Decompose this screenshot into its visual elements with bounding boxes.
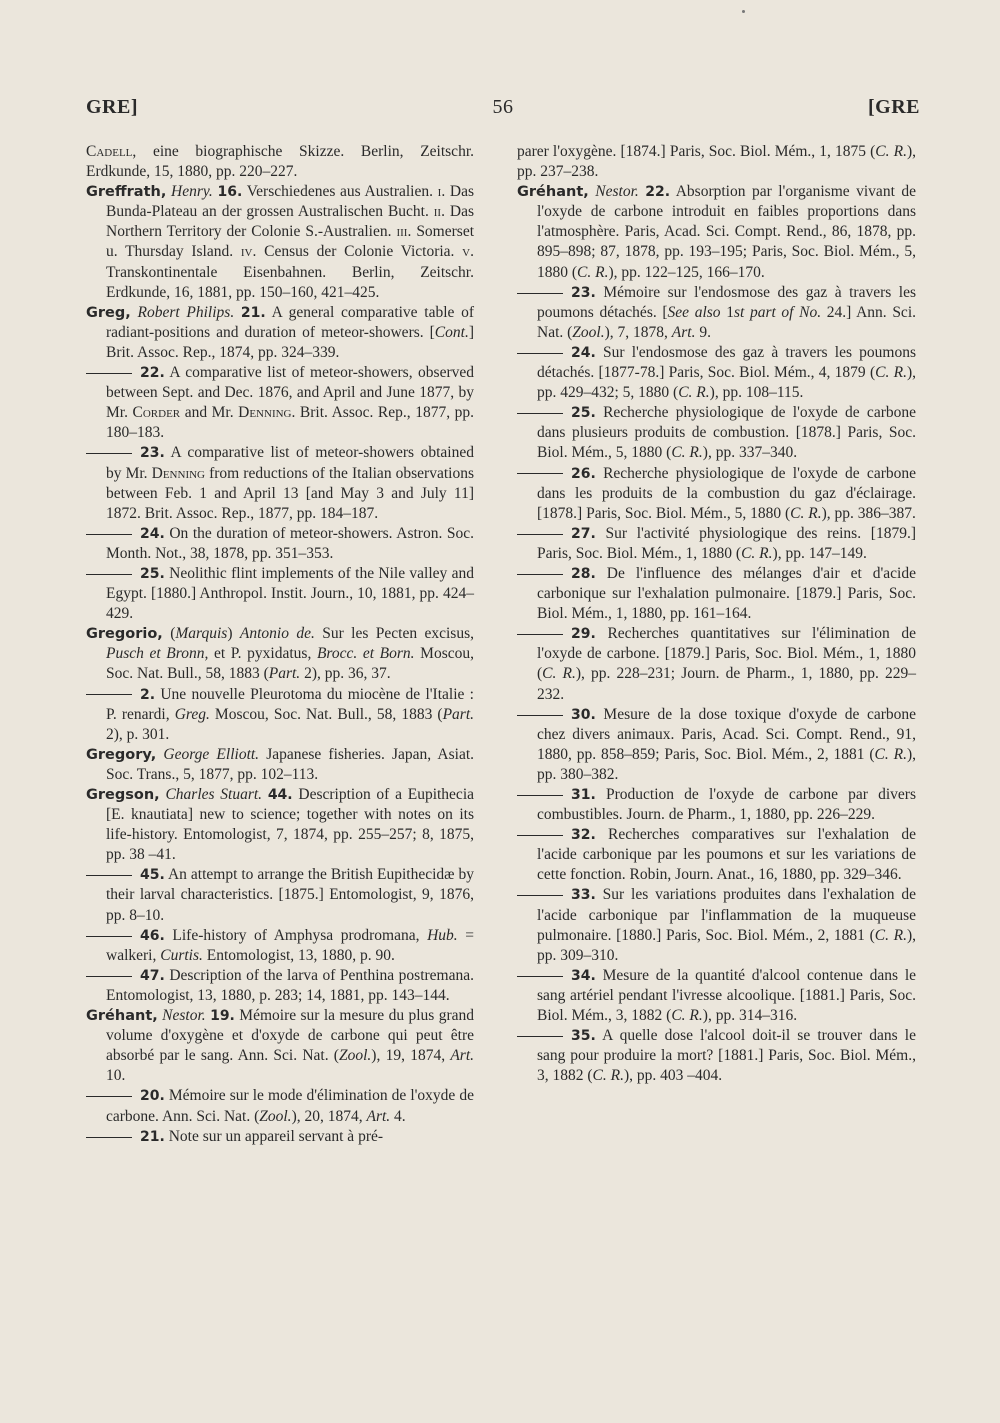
- entry-text: Recherches comparatives sur l'exhalation de l'acide carbonique par les poumons et sur les variations de cette fonction. Robin, Journ. Anat., 16, 1880, pp. 329–346.: [537, 826, 916, 884]
- bibliography-entry: [517, 966, 916, 1026]
- entry-text: A comparative list of meteor-showers obtained by Mr.: [106, 444, 474, 482]
- bibliography-entry: [517, 182, 916, 282]
- entry-text: . Brit. Assoc. Rep., 1877, pp. 180–183.: [106, 404, 474, 442]
- bibliography-entry: [517, 464, 916, 524]
- entry-text: On the duration of meteor-showers. Astron. Soc. Month. Not., 38, 1878, pp. 351–353.: [106, 524, 474, 562]
- entry-text: A quelle dose l'alcool doit-il se trouver dans le sang pour produire la mort? [1881.] Paris, Soc. Biol. Mém., 3, 1882 (: [537, 1027, 916, 1085]
- author-heading: Greffrath,: [86, 184, 167, 201]
- small-caps-text: Denning: [151, 464, 205, 482]
- ditto-dash: [86, 373, 132, 374]
- italic-text: C. R.: [592, 1067, 624, 1085]
- bibliography-entry: [86, 1127, 474, 1147]
- ditto-dash: [517, 634, 563, 635]
- ditto-dash: [517, 976, 563, 977]
- entry-text: Sur l'endosmose des gaz à travers les poumons détachés. [1877-78.] Paris, Soc. Biol. Mém., 4, 1879 (: [537, 343, 916, 382]
- entry-text: ), pp. 403 –404.: [623, 1067, 723, 1085]
- entry-number: 20.: [140, 1088, 165, 1105]
- entry-text: ), 19, 1874,: [371, 1047, 451, 1065]
- italic-text: Curtis.: [160, 946, 203, 964]
- entry-number: 21.: [240, 304, 266, 321]
- ditto-dash: [517, 413, 563, 414]
- italic-text: Antonio de.: [239, 625, 315, 643]
- small-caps-text: iv.: [240, 243, 257, 261]
- entry-number: 26.: [571, 465, 596, 482]
- small-caps-text: Cadell: [86, 143, 133, 160]
- entry-text: and Mr.: [180, 404, 239, 422]
- italic-text: George Elliott.: [163, 745, 260, 763]
- entry-number: 23.: [571, 284, 596, 301]
- italic-text: C. R.: [790, 504, 822, 522]
- entry-number: 46.: [140, 927, 165, 944]
- entry-text: Verschiedenes aus Australien.: [242, 183, 438, 201]
- entry-text: Mémoire sur le mode d'élimination de l'oxyde de carbone. Ann. Sci. Nat. (: [106, 1087, 474, 1125]
- bibliography-entry: [86, 142, 474, 182]
- italic-text: See also: [667, 303, 721, 321]
- entry-text: Sur l'activité physiologique des reins. [1879.] Paris, Soc. Biol. Mém., 1, 1880 (: [537, 524, 916, 562]
- entry-number: 24.: [571, 344, 596, 361]
- entry-text: Recherche physiologique de l'oxyde de carbone dans plusieurs produits de combustion. [1878.] Paris, Soc. Biol. Mém., 5, 1880 (: [537, 404, 916, 462]
- entry-number: 35.: [571, 1028, 596, 1045]
- italic-text: C. R.: [577, 263, 609, 281]
- ditto-dash: [86, 936, 132, 937]
- entry-text: [131, 304, 138, 321]
- ditto-dash: [517, 293, 563, 294]
- right-column: [517, 142, 916, 1086]
- entry-text: ), pp. 108–115.: [709, 384, 804, 402]
- ditto-dash: [86, 574, 132, 575]
- italic-text: Brocc. et Born.: [316, 645, 415, 663]
- ditto-dash: [517, 795, 563, 796]
- entry-text: [234, 304, 241, 321]
- entry-number: 19.: [210, 1008, 235, 1025]
- author-heading: Gregory,: [86, 746, 157, 763]
- entry-text: Une nouvelle Pleurotoma du miocène de l'Italie : P. renardi,: [106, 685, 474, 723]
- entry-text: 9.: [695, 323, 711, 341]
- bibliography-entry: [86, 785, 474, 865]
- italic-text: Zool.: [338, 1047, 372, 1065]
- running-header: [86, 96, 920, 126]
- entry-text: 24.] Ann. Sci. Nat. (: [537, 303, 916, 341]
- italic-text: Marquis: [175, 625, 228, 643]
- entry-number: 24.: [140, 525, 165, 542]
- bibliography-entry: [86, 182, 474, 303]
- small-caps-text: ii.: [433, 203, 445, 221]
- entry-text: A comparative list of meteor-showers, observed between Sept. and Dec. 1876, and April and June 1877, by Mr.: [106, 364, 474, 422]
- entry-text: ), 7, 1878,: [604, 323, 672, 341]
- entry-text: parer l'oxygène. [1874.] Paris, Soc. Biol. Mém., 1, 1875 (: [517, 143, 876, 160]
- entry-number: 25.: [571, 405, 596, 422]
- bibliography-entry: [86, 564, 474, 624]
- entry-number: 31.: [571, 787, 596, 803]
- entry-text: ), pp. 380–382.: [537, 745, 916, 783]
- ditto-dash: [86, 453, 132, 454]
- entry-text: A general comparative table of radiant-positions and duration of meteor-showers. [: [106, 303, 475, 341]
- italic-text: Nestor.: [162, 1007, 206, 1025]
- entry-text: An attempt to arrange the British Eupithecidæ by their larval characteristics. [1875.] Entomologist, 9, 1876, pp. 8–10.: [106, 866, 474, 924]
- entry-number: 33.: [571, 887, 596, 904]
- ditto-dash: [517, 473, 563, 474]
- entry-number: 25.: [140, 565, 165, 582]
- italic-text: C. R.: [542, 665, 576, 683]
- bibliography-entry: [517, 624, 916, 704]
- entry-text: 10.: [106, 1067, 126, 1085]
- entry-text: Production de l'oxyde de carbone par divers combustibles. Journ. de Pharm., 1, 1880, pp. 226–229.: [537, 786, 916, 824]
- entry-text: Life-history of Amphysa prodromana,: [164, 926, 428, 944]
- bibliography-entry: [517, 564, 916, 624]
- entry-text: ): [227, 625, 240, 643]
- italic-text: Pusch et Bronn,: [106, 645, 209, 663]
- entry-text: Sur les Pecten excisus,: [314, 625, 474, 643]
- header-left-term: GRE]: [86, 96, 138, 118]
- bibliography-entry: [517, 283, 916, 343]
- entry-number: 45.: [140, 867, 165, 884]
- italic-text: Cont.: [434, 323, 469, 341]
- italic-text: C. R.: [874, 926, 907, 944]
- bibliography-entry: [517, 1026, 916, 1086]
- entry-text: 4.: [390, 1107, 406, 1125]
- bibliography-entry: [517, 705, 916, 785]
- entry-number: 32.: [571, 827, 596, 844]
- entry-text: ), pp. 429–432; 5, 1880 (: [537, 364, 916, 402]
- entry-number: 34.: [571, 967, 596, 984]
- ditto-dash: [517, 835, 563, 836]
- entry-number: 29.: [571, 626, 596, 643]
- small-caps-text: i.: [437, 183, 446, 201]
- entry-text: = walkeri,: [106, 926, 474, 964]
- italic-text: Part.: [268, 665, 301, 683]
- entry-text: , eine biographische Skizze. Berlin, Zeitschr. Erdkunde, 15, 1880, pp. 220–227.: [86, 143, 474, 181]
- entry-text: De l'influence des mélanges d'air et d'acide carbonique sur l'exhalation pulmonaire. [1879.] Paris, Soc. Biol. Mém., 1, 1880, pp. 161–164.: [537, 564, 916, 623]
- entry-number: 16.: [217, 184, 243, 201]
- ditto-dash: [517, 715, 563, 716]
- entry-text: Mémoire sur l'endosmose des gaz à travers les poumons détachés. [: [537, 283, 916, 321]
- ditto-dash: [86, 976, 132, 977]
- bibliography-entry: [86, 685, 474, 745]
- ditto-dash: [86, 534, 132, 535]
- entry-text: Entomologist, 13, 1880, p. 90.: [202, 946, 395, 964]
- bibliography-entry: [86, 865, 474, 925]
- entry-text: Mesure de la dose toxique d'oxyde de carbone chez divers animaux. Paris, Acad. Sci. Compt. Rend., 91, 1880, pp. 858–859; Paris, Soc. Biol. Mém., 2, 1881 (: [537, 705, 916, 763]
- italic-text: st part of No.: [733, 303, 822, 321]
- author-heading: Gregson,: [86, 787, 160, 803]
- entry-number: 27.: [571, 525, 596, 542]
- ditto-dash: [517, 534, 563, 535]
- entry-text: ] Brit. Assoc. Rep., 1874, pp. 324–339.: [106, 323, 474, 361]
- bibliography-entry: [86, 1006, 474, 1086]
- entry-text: ), pp. 386–387.: [821, 504, 916, 522]
- bibliography-entry: [517, 524, 916, 564]
- entry-text: Description of the larva of Penthina postremana. Entomologist, 13, 1880, p. 283; 14, 1881, pp. 143–144.: [106, 966, 474, 1004]
- bibliography-entry: [517, 403, 916, 463]
- entry-number: 23.: [140, 445, 165, 462]
- left-column: [86, 142, 474, 1147]
- bibliography-entry: [86, 624, 474, 684]
- italic-text: C. R.: [875, 143, 907, 160]
- page-number: 56: [492, 96, 514, 118]
- entry-text: Somerset u. Thursday Island.: [106, 223, 475, 261]
- small-caps-text: v.: [462, 243, 474, 261]
- entry-text: Japanese fisheries. Japan, Asiat. Soc. Trans., 5, 1877, pp. 102–113.: [106, 745, 475, 783]
- ditto-dash: [517, 353, 563, 354]
- entry-text: ), 20, 1874,: [291, 1107, 367, 1125]
- entry-text: ), pp. 337–340.: [702, 444, 798, 462]
- bibliography-entry: [517, 142, 916, 182]
- italic-text: Part.: [442, 705, 475, 723]
- bibliography-entry: [517, 825, 916, 885]
- entry-text: ), pp. 237–238.: [517, 143, 916, 181]
- entry-text: Mémoire sur la mesure du plus grand volume d'oxygène et d'oxyde de carbone qui peut être absorbé par le sang. Ann. Sci. Nat. (: [106, 1007, 475, 1065]
- entry-text: Note sur un appareil servant à pré-: [164, 1127, 384, 1145]
- entry-text: Description of a Eupithecia [E. knautiata] new to science; together with notes on its life-history. Entomologist, 7, 1874, pp. 255–257; 8, 1875, pp. 38 –41.: [106, 786, 474, 864]
- entry-text: Neolithic flint implements of the Nile valley and Egypt. [1880.] Anthropol. Instit. Journ., 10, 1881, pp. 424–429.: [106, 564, 474, 623]
- entry-text: Mesure de la quantité d'alcool contenue dans le sang artériel pendant l'ivresse alcoolique. [1881.] Paris, Soc. Biol. Mém., 3, 1882 (: [537, 966, 916, 1025]
- ditto-dash: [86, 875, 132, 876]
- bibliography-entry: [517, 343, 916, 403]
- entry-text: ), pp. 122–125, 166–170.: [608, 263, 765, 281]
- entry-text: 2), p. 301.: [106, 725, 170, 743]
- entry-text: ), pp. 147–149.: [772, 544, 867, 562]
- entry-text: 1: [720, 303, 734, 321]
- entry-text: ), pp. 314–316.: [702, 1007, 798, 1025]
- bibliography-entry: [517, 885, 916, 965]
- italic-text: C. R.: [875, 364, 907, 382]
- entry-text: Moscou, Soc. Nat. Bull., 58, 1883 (: [106, 645, 474, 683]
- entry-text: Recherche physiologique de l'oxyde de carbone dans les produits de la combustion du gaz d'éclairage. [1878.] Paris, Soc. Biol. Mém., 5, 1880 (: [537, 464, 916, 522]
- entry-text: et P. pyxidatus,: [208, 645, 317, 663]
- italic-text: Charles Stuart.: [165, 786, 263, 803]
- author-heading: Gréhant,: [517, 184, 589, 201]
- entry-number: 44.: [267, 787, 293, 803]
- entry-text: Absorption par l'organisme vivant de l'oxyde de carbone introduit en faibles proportions dans l'atmosphère. Paris, Acad. Sci. Compt. Rend., 86, 1878, pp. 895–898; 87, 1878, pp. 193–195; Paris, Soc. Biol. Mém., 5, 1880 (: [537, 183, 916, 281]
- bibliography-entry: [86, 443, 474, 523]
- entry-number: 21.: [140, 1128, 165, 1145]
- italic-text: C. R.: [874, 745, 907, 763]
- italic-text: Art.: [366, 1107, 391, 1125]
- ditto-dash: [86, 1096, 132, 1097]
- entry-text: 2), pp. 36, 37.: [300, 665, 391, 683]
- ditto-dash: [517, 1036, 563, 1037]
- entry-number: 28.: [571, 565, 596, 582]
- bibliography-entry: [86, 926, 474, 966]
- italic-text: Henry.: [171, 183, 213, 201]
- ditto-dash: [86, 694, 132, 695]
- entry-number: 2.: [140, 686, 156, 703]
- italic-text: Art.: [450, 1047, 474, 1065]
- small-caps-text: Corder: [132, 404, 181, 422]
- italic-text: C. R.: [671, 444, 703, 462]
- entry-text: ), pp. 309–310.: [537, 926, 916, 964]
- entry-text: Transkontinentale Eisenbahnen. Berlin, Zeitschr. Erdkunde, 16, 1881, pp. 150–160, 421–425.: [106, 263, 474, 301]
- italic-text: C. R.: [671, 1007, 703, 1025]
- bibliography-entry: [86, 966, 474, 1006]
- entry-text: (: [162, 625, 176, 643]
- entry-number: 22.: [645, 184, 671, 201]
- italic-text: Greg.: [174, 705, 210, 723]
- ditto-dash: [86, 1137, 132, 1138]
- italic-text: C. R.: [741, 544, 773, 562]
- italic-text: Art.: [671, 323, 696, 341]
- small-caps-text: Denning: [238, 404, 292, 422]
- entry-text: ), pp. 228–231; Journ. de Pharm., 1, 1880, pp. 229–232.: [537, 665, 916, 703]
- entry-text: Sur les variations produites dans l'exhalation de l'acide carbonique par l'inflammation de la muqueuse pulmonaire. [1880.] Paris, Soc. Biol. Mém., 2, 1881 (: [537, 886, 916, 944]
- header-right-term: [GRE: [868, 96, 920, 118]
- entry-text: Moscou, Soc. Nat. Bull., 58, 1883 (: [209, 705, 443, 723]
- italic-text: Zool.: [259, 1107, 292, 1125]
- italic-text: Robert Philips.: [137, 303, 235, 321]
- italic-text: Nestor.: [595, 183, 639, 201]
- entry-number: 30.: [571, 706, 596, 723]
- bibliography-entry: [86, 745, 474, 785]
- bibliography-entry: [86, 524, 474, 564]
- bibliography-entry: [86, 363, 474, 443]
- bibliography-entry: [86, 1086, 474, 1126]
- author-heading: Gregorio,: [86, 626, 163, 643]
- entry-text: from reductions of the Italian observations between Feb. 1 and April 13 [and May 3 and July 11] 1872. Brit. Assoc. Rep., 1877, pp. 184–187.: [106, 464, 474, 522]
- bibliography-entry: [517, 785, 916, 825]
- bibliography-entry: [86, 303, 474, 363]
- entry-text: Census der Colonie Victoria.: [256, 243, 463, 261]
- speck-mark: [742, 10, 745, 13]
- ditto-dash: [517, 895, 563, 896]
- italic-text: C. R.: [678, 384, 710, 402]
- ditto-dash: [517, 574, 563, 575]
- entry-text: Das Northern Territory der Colonie S.-Australien.: [106, 203, 474, 241]
- entry-text: Das Bunda-Plateau an der grossen Australischen Bucht.: [106, 183, 475, 221]
- author-heading: Gréhant,: [86, 1008, 158, 1025]
- italic-text: Zool.: [572, 323, 605, 341]
- entry-text: Recherches quantitatives sur l'élimination de l'oxyde de carbone. [1879.] Paris, Soc. Biol. Mém., 1, 1880 (: [537, 625, 916, 683]
- author-heading: Greg,: [86, 304, 131, 321]
- entry-number: 47.: [140, 967, 165, 984]
- italic-text: Hub.: [427, 926, 458, 944]
- entry-number: 22.: [140, 365, 165, 382]
- small-caps-text: iii.: [396, 223, 412, 241]
